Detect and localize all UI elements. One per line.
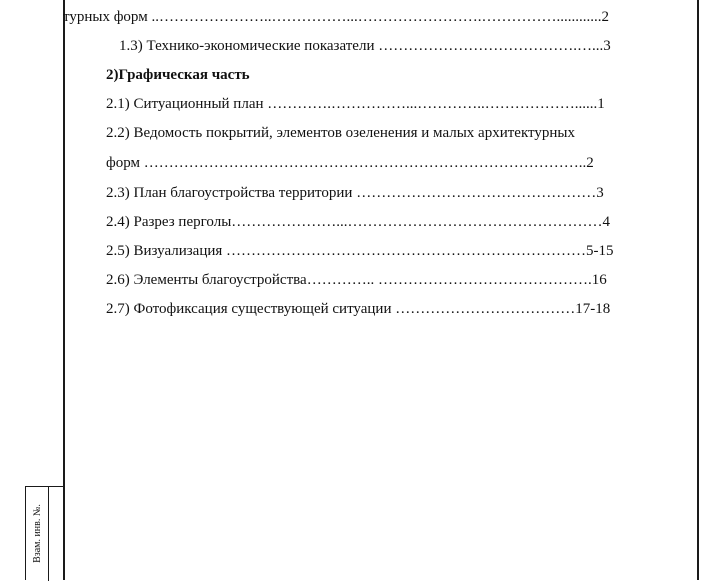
toc-entry: турных форм ..…………………..……………...…………………….……………............2 bbox=[63, 9, 609, 25]
stamp-label-cell bbox=[28, 489, 46, 577]
toc-entry: 2.2) Ведомость покрытий, элементов озеленения и малых архитектурных bbox=[106, 125, 575, 141]
toc-entry: 2.7) Фотофиксация существующей ситуации ………………………………17-18 bbox=[106, 301, 611, 317]
toc-entry: 2.4) Разрез перголы…………………...……………………………………………4 bbox=[106, 214, 611, 230]
stamp-label: Взам. инв. №. bbox=[31, 503, 43, 563]
toc-entry: 1.3) Технико-экономические показатели ………………………………….…...3 bbox=[119, 38, 611, 54]
frame-right-border bbox=[697, 0, 699, 580]
stamp-divider bbox=[48, 487, 49, 581]
toc-entry: 2.6) Элементы благоустройства………….. …………………………………….16 bbox=[106, 272, 607, 288]
toc-entry: форм ……………………………………………………………………………..2 bbox=[106, 155, 594, 171]
toc-entry: 2.3) План благоустройства территории …………………………………………3 bbox=[106, 185, 604, 201]
toc-entry: 2.1) Ситуационный план ………….……………...…………..………………......1 bbox=[106, 96, 605, 112]
toc-entry: 2.5) Визуализация ………………………………………………………………5-15 bbox=[106, 243, 614, 259]
frame-left-border bbox=[63, 0, 65, 580]
side-stamp bbox=[25, 486, 63, 580]
toc-section-heading: 2)Графическая часть bbox=[106, 67, 250, 83]
